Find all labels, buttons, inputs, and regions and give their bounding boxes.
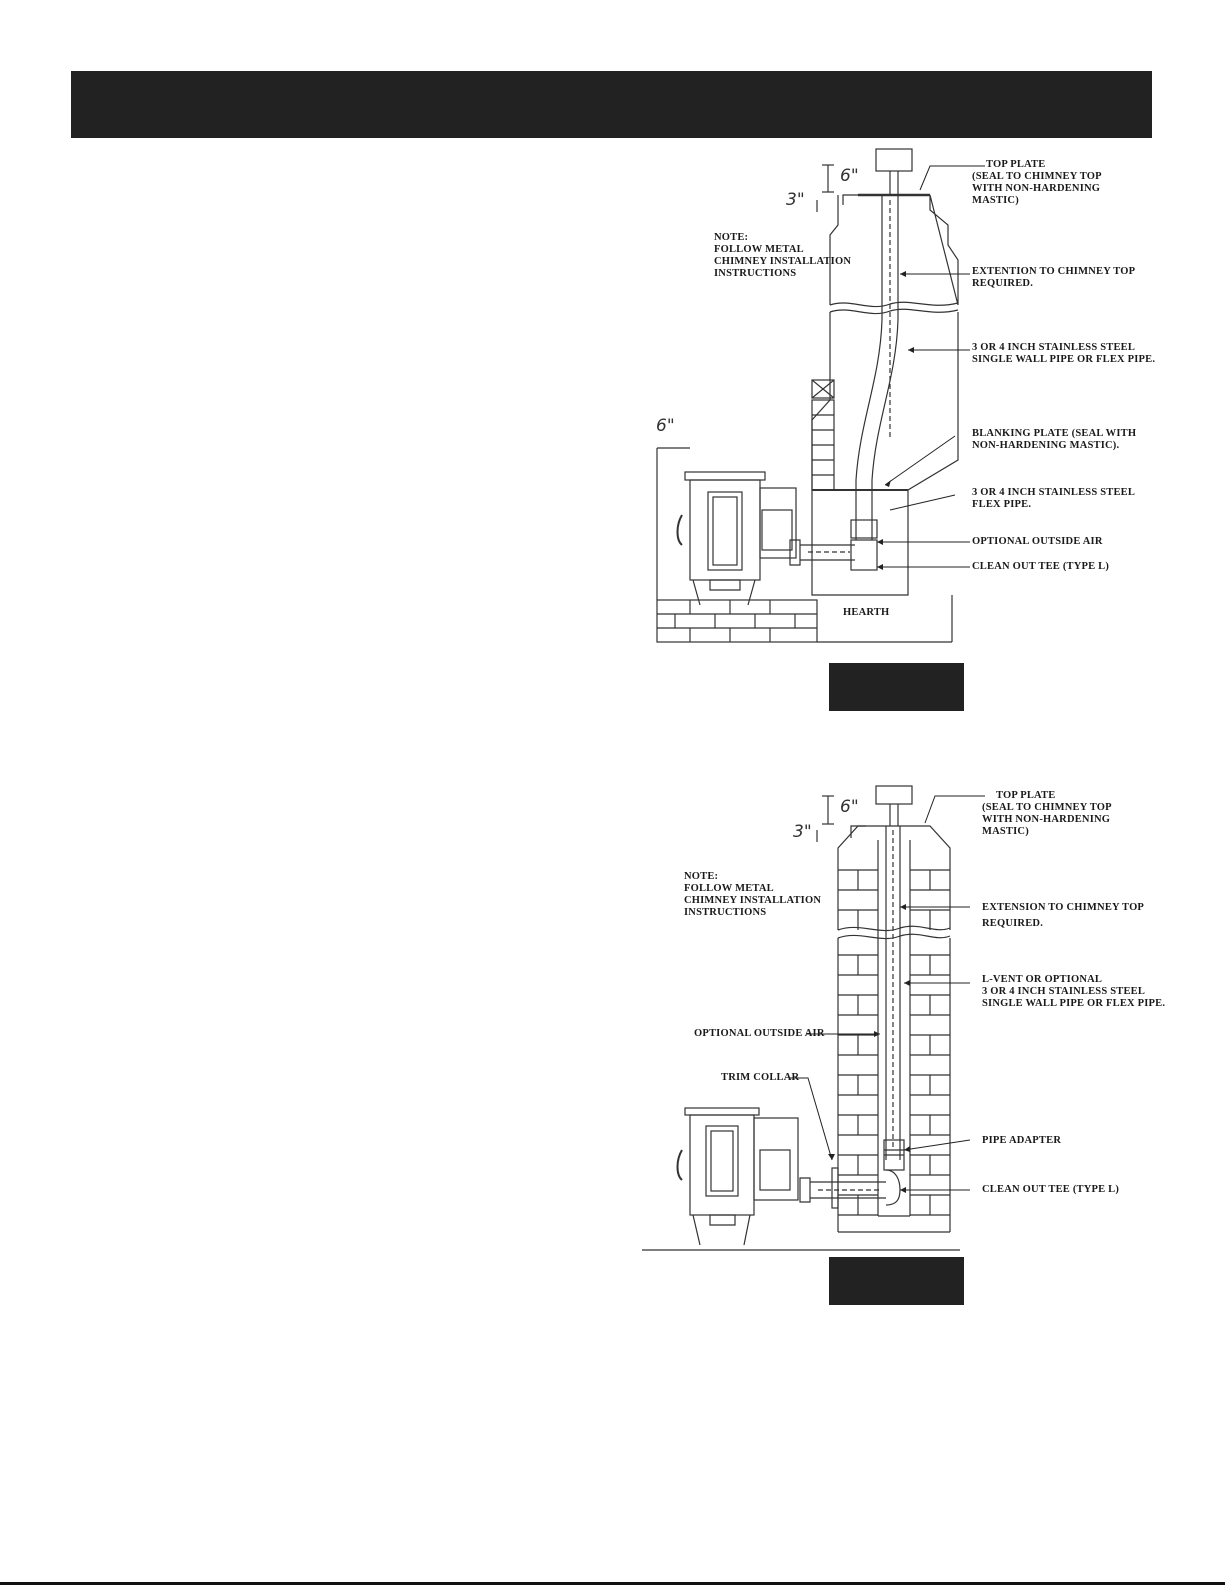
chimney-top-outline bbox=[838, 826, 950, 930]
chimney-walls bbox=[838, 938, 950, 1232]
dimension-6in: 6" bbox=[840, 166, 859, 186]
label-blanking-plate: BLANKING PLATE (SEAL WITH NON-HARDENING MASTIC). bbox=[972, 428, 1137, 451]
note-text: NOTE: FOLLOW METAL CHIMNEY INSTALLATION INSTRUCTIONS bbox=[714, 232, 852, 279]
label-top-plate-2: TOP PLATE (SEAL TO CHIMNEY TOP WITH NON-HARDENING MASTIC) bbox=[982, 790, 1112, 837]
label-stainless-pipe: 3 OR 4 INCH STAINLESS STEEL SINGLE WALL PIPE OR FLEX PIPE. bbox=[972, 342, 1156, 365]
label-flex-pipe: 3 OR 4 INCH STAINLESS STEEL FLEX PIPE. bbox=[972, 487, 1136, 510]
label-pipe-adapter: PIPE ADAPTER bbox=[982, 1135, 1062, 1146]
dimension-3in-2: 3" bbox=[793, 822, 812, 842]
chimney-cap-2 bbox=[876, 786, 912, 804]
stove-body-2 bbox=[690, 1115, 754, 1215]
dimension-stove-6in: 6" bbox=[656, 416, 675, 436]
label-hearth: HEARTH bbox=[843, 607, 890, 618]
label-top-plate: TOP PLATE (SEAL TO CHIMNEY TOP WITH NON-HARDENING MASTIC) bbox=[972, 159, 1102, 206]
dimension-3in: 3" bbox=[786, 190, 805, 210]
label-clean-out-tee: CLEAN OUT TEE (TYPE L) bbox=[972, 561, 1110, 572]
figure-2-label-box bbox=[829, 1257, 964, 1305]
label-extension: EXTENTION TO CHIMNEY TOP REQUIRED. bbox=[972, 266, 1136, 289]
label-lvent: L-VENT OR OPTIONAL 3 OR 4 INCH STAINLESS STEEL SINGLE WALL PIPE OR FLEX PIPE. bbox=[982, 974, 1166, 1009]
label-outside-air: OPTIONAL OUTSIDE AIR bbox=[972, 536, 1103, 547]
note-text-2: NOTE: FOLLOW METAL CHIMNEY INSTALLATION INSTRUCTIONS bbox=[684, 871, 822, 918]
label-trim-collar: TRIM COLLAR bbox=[721, 1072, 800, 1083]
label-outside-air-2: OPTIONAL OUTSIDE AIR bbox=[694, 1028, 825, 1039]
label-clean-out-tee-2: CLEAN OUT TEE (TYPE L) bbox=[982, 1184, 1120, 1195]
brick-pattern-right bbox=[910, 870, 950, 1215]
dimension-6in-2: 6" bbox=[840, 797, 859, 817]
label-extension-2: EXTENSION TO CHIMNEY TOP REQUIRED. bbox=[982, 902, 1145, 929]
brick-pattern-left bbox=[838, 870, 878, 1215]
